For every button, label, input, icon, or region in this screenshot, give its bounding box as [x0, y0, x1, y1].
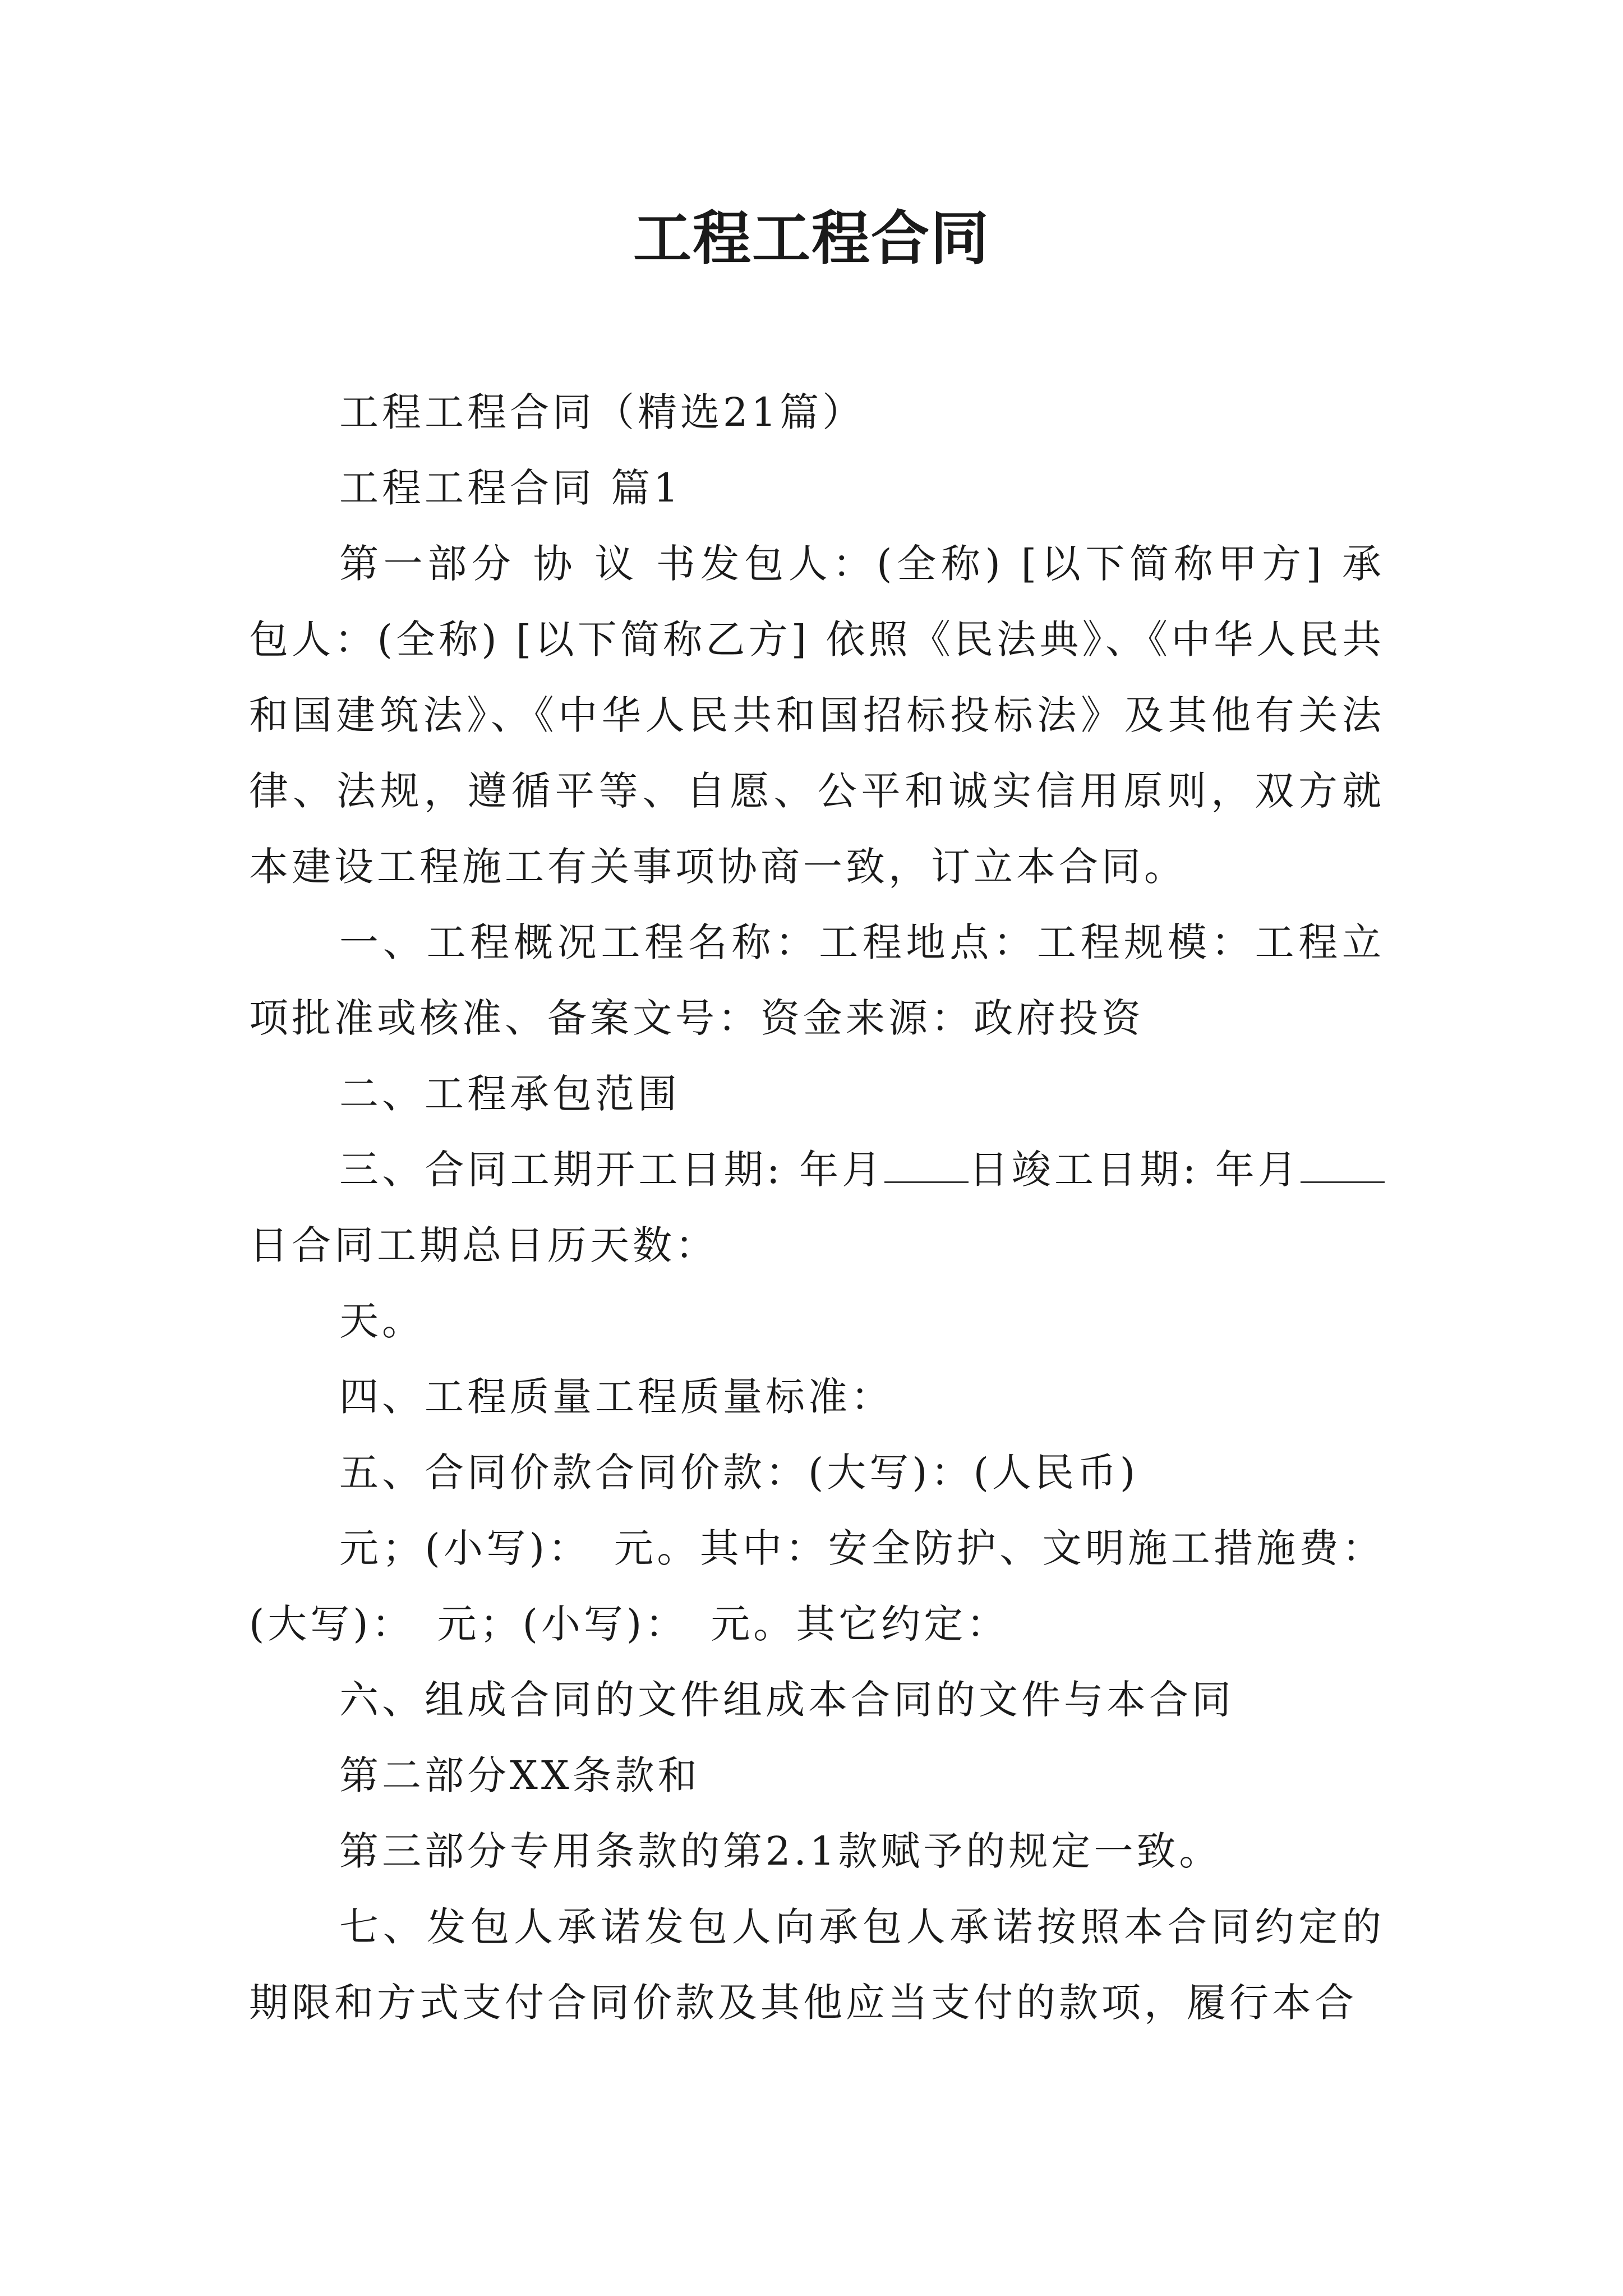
contract-period-end: 日竣工日期: 年月 [969, 1147, 1301, 1193]
paragraph-contract-price: 五、合同价款合同价款：(大写)：(人民币) [339, 1450, 1139, 1496]
paragraph-employer-commitment: 七、发包人承诺发包人向承包人承诺按照本合同约定的期限和方式支付合同价款及其他应当支付的款项，履行本合 [249, 1904, 1385, 2026]
paragraph-price-details: 元；(小写)： 元。其中：安全防护、文明施工措施费：(大写)： 元；(小写)： 元。其它约定： [249, 1525, 1385, 1647]
paragraph-quality: 四、工程质量工程质量标准： [339, 1374, 893, 1420]
paragraph-section-heading: 工程工程合同 篇1 [339, 465, 682, 511]
paragraph-contract-period [249, 1132, 1385, 1283]
paragraph-part-two: 第二部分XX条款和 [339, 1752, 700, 1798]
paragraph-days: 天。 [339, 1298, 425, 1344]
paragraph-project-overview: 一、工程概况工程名称：工程地点：工程规模：工程立项批准或核准、备案文号：资金来源：政府投资 [249, 919, 1385, 1041]
document-body [249, 375, 1385, 2041]
paragraph-part-three: 第三部分专用条款的第2.1款赋予的规定一致。 [339, 1828, 1222, 1874]
blank-line [884, 1149, 969, 1183]
blank-line [1301, 1149, 1385, 1183]
contract-period-total: 日合同工期总日历天数： [249, 1222, 718, 1268]
contract-period-start: 三、合同工期开工日期: 年月 [339, 1147, 885, 1193]
paragraph-contract-scope: 二、工程承包范围 [339, 1071, 680, 1117]
paragraph-contract-documents: 六、组成合同的文件组成本合同的文件与本合同 [339, 1677, 1234, 1723]
paragraph-agreement-intro: 第一部分 协 议 书发包人：(全称) [以下简称甲方] 承包人：(全称) [以下简称乙方] 依照《民法典》、《中华人民共和国建筑法》、《中华人民共和国招标投标法》及其他有关法律、法规，遵循平等、自愿、公平和诚实信用原则，双方就本建设工程施工有关事项协商一致，订立本合同。 [249, 541, 1385, 890]
document-title: 工程工程合同 [633, 204, 990, 273]
paragraph-subtitle: 工程工程合同（精选21篇） [339, 389, 865, 435]
